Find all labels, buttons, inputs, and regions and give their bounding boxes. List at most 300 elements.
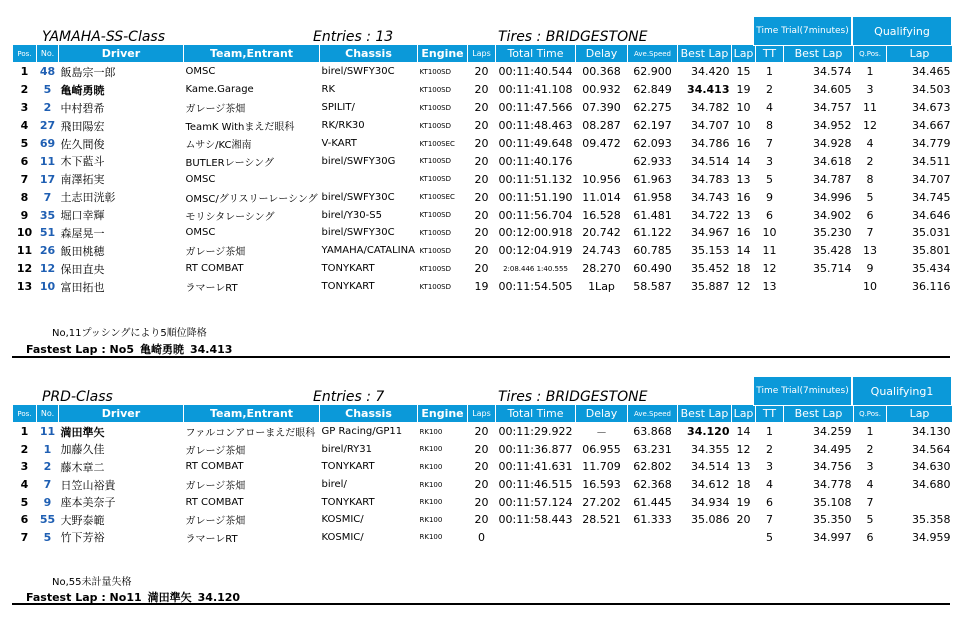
cell-no: 7 [43, 190, 52, 204]
col-pos: Pos. [13, 405, 37, 423]
cell-no: 10 [39, 280, 56, 294]
cell-no: 1 [43, 442, 52, 456]
cell-laps: 19 [474, 280, 489, 294]
results-body [13, 63, 953, 296]
cell-q-pos: 7 [866, 495, 874, 509]
cell-driver: 座本美奈子 [60, 496, 116, 510]
cell-best-lap: 34.514 [691, 154, 730, 168]
cell-pos: 3 [20, 101, 29, 115]
cell-chassis: SPILIT/ [321, 102, 355, 114]
cell-tt: 1 [766, 425, 773, 439]
cell-q-pos: 3 [866, 83, 874, 97]
cell-chassis: birel/SWFY30C [321, 191, 395, 203]
cell-tt-best-lap: 34.787 [813, 172, 852, 186]
cell-chassis: KOSMIC/ [321, 514, 364, 526]
section-title-row [12, 16, 952, 44]
fastest-lap-label: Fastest Lap : No5 [26, 343, 134, 356]
cell-no: 51 [39, 226, 56, 240]
cell-pos: 5 [20, 137, 29, 150]
col-no: No. [37, 405, 59, 423]
table-row [13, 242, 953, 260]
section-divider [12, 603, 950, 605]
col-ave-speed: Ave.Speed [628, 45, 678, 63]
cell-no: 48 [39, 65, 56, 79]
cell-ave-speed: 60.490 [633, 262, 672, 276]
cell-team: ガレージ茶畑 [185, 481, 246, 493]
cell-team: RT COMBAT [185, 461, 244, 473]
cell-tt: 2 [766, 83, 773, 97]
cell-q-pos: 4 [866, 137, 874, 150]
cell-best-lap: 34.782 [691, 101, 730, 115]
header-row [13, 405, 953, 423]
cell-pos: 13 [16, 280, 33, 294]
col-best-lap: Best Lap [678, 45, 732, 63]
cell-delay [576, 152, 628, 170]
cell-q-pos: 10 [863, 280, 877, 294]
col-total-time: Total Time [496, 405, 576, 423]
cell-laps: 20 [474, 101, 489, 115]
cell-lap: 18 [736, 478, 751, 492]
cell-driver: 飯島宗一郎 [60, 65, 116, 79]
cell-ave-speed: 58.587 [633, 280, 672, 294]
table-row [13, 170, 953, 188]
cell-laps: 20 [474, 65, 489, 79]
col-lap: Lap [732, 405, 756, 423]
cell-engine: RK100 [419, 445, 443, 454]
col-q-lap: Lap [887, 405, 953, 423]
cell-total-time: 00:11:56.704 [498, 208, 573, 222]
cell-no: 7 [43, 478, 52, 492]
cell-chassis: birel/ [321, 479, 347, 491]
qualifying-header: Qualifying1 [852, 376, 952, 406]
cell-team: ガレージ茶畑 [185, 445, 246, 457]
cell-tt: 1 [766, 65, 773, 79]
cell-laps: 20 [474, 460, 489, 474]
cell-no: 55 [39, 513, 56, 527]
cell-ave-speed: 62.849 [633, 83, 672, 97]
cell-ave-speed: 63.868 [633, 425, 672, 439]
cell-total-time: 00:11:46.515 [498, 478, 573, 492]
cell-tt: 3 [766, 460, 773, 474]
col-no: No. [37, 45, 59, 63]
cell-delay: 20.742 [582, 226, 621, 240]
cell-delay: － [596, 425, 607, 439]
cell-q-pos: 4 [866, 478, 874, 492]
cell-pos: 7 [20, 172, 29, 186]
cell-tt-best-lap: 34.756 [813, 460, 852, 474]
cell-lap: 10 [736, 119, 751, 133]
cell-lap: 20 [736, 513, 751, 527]
cell-tt-best-lap: 35.428 [813, 244, 852, 258]
cell-driver: 大野泰範 [60, 513, 105, 527]
cell-delay: 09.472 [582, 137, 621, 150]
cell-driver: 満田準矢 [60, 425, 105, 439]
cell-total-time: 00:11:57.124 [498, 495, 573, 509]
cell-laps: 20 [474, 262, 489, 276]
col-tt: TT [756, 45, 784, 63]
fastest-lap [26, 341, 232, 357]
table-row [13, 458, 953, 476]
cell-q-lap: 34.511 [912, 154, 951, 168]
cell-tt-best-lap: 34.757 [813, 101, 852, 115]
cell-total-time: 00:11:51.190 [498, 190, 573, 204]
cell-ave-speed: 61.445 [633, 495, 672, 509]
cell-delay: 28.270 [582, 262, 621, 276]
cell-delay: 10.956 [582, 172, 621, 186]
cell-delay [576, 529, 628, 547]
cell-best-lap: 34.420 [691, 65, 730, 79]
cell-laps: 0 [478, 530, 485, 544]
cell-engine: RK100 [419, 427, 443, 436]
cell-lap: 10 [736, 101, 751, 115]
table-row [13, 188, 953, 206]
cell-chassis: RK/RK30 [321, 120, 365, 132]
cell-total-time: 00:12:00.918 [498, 226, 573, 240]
cell-engine: KT100SD [419, 103, 452, 112]
col-driver: Driver [59, 405, 184, 423]
cell-tt-best-lap: 35.714 [813, 262, 852, 276]
cell-q-lap: 35.434 [912, 262, 951, 276]
cell-pos: 2 [20, 83, 29, 97]
cell-laps: 20 [474, 226, 489, 240]
cell-tt-best-lap [784, 278, 854, 296]
cell-team: ガレージ茶畑 [185, 104, 246, 116]
cell-ave-speed: 62.368 [633, 478, 672, 492]
cell-engine: KT100SD [419, 282, 452, 291]
cell-engine: RK100 [419, 498, 443, 507]
cell-lap: 16 [736, 190, 751, 204]
cell-q-lap: 35.031 [912, 226, 951, 240]
cell-total-time: 00:11:40.176 [498, 154, 573, 168]
cell-team: ラマーレRT [185, 283, 238, 295]
cell-ave-speed [628, 529, 678, 547]
cell-tt-best-lap: 34.618 [813, 154, 852, 168]
cell-best-lap: 34.707 [691, 119, 730, 133]
cell-lap: 19 [736, 83, 751, 97]
cell-driver: 南澤拓実 [60, 173, 105, 187]
penalty-note: No,11プッシングにより5順位降格 [52, 328, 207, 339]
cell-pos: 9 [20, 208, 29, 222]
cell-best-lap: 34.783 [691, 172, 730, 186]
cell-total-time: 00:11:41.631 [498, 460, 573, 474]
cell-laps: 20 [474, 478, 489, 492]
section-divider [12, 356, 950, 358]
cell-engine: KT100SD [419, 121, 452, 130]
cell-best-lap: 35.887 [691, 280, 730, 294]
cell-team: ガレージ茶畑 [185, 516, 246, 528]
cell-q-lap: 34.465 [912, 65, 951, 79]
cell-q-pos: 5 [866, 513, 874, 527]
section-title-row [12, 376, 952, 404]
results-table [12, 44, 953, 296]
cell-q-pos: 1 [866, 65, 874, 79]
cell-ave-speed: 60.785 [633, 244, 672, 258]
cell-laps: 20 [474, 119, 489, 133]
class-title: YAMAHA-SS-Class [42, 29, 166, 45]
cell-chassis: GP Racing/GP11 [321, 426, 403, 438]
cell-chassis: V-KART [321, 138, 357, 149]
fastest-lap-driver: 亀崎勇暁 [139, 343, 184, 356]
cell-q-lap: 35.801 [912, 244, 951, 258]
cell-q-lap: 34.680 [912, 478, 951, 492]
cell-engine: KT100SD [419, 264, 452, 273]
cell-total-time: 00:11:58.443 [498, 513, 573, 527]
cell-no: 17 [39, 172, 56, 186]
cell-pos: 4 [20, 119, 29, 133]
cell-pos: 10 [16, 226, 33, 240]
cell-tt-best-lap: 34.902 [813, 208, 852, 222]
cell-delay: 24.743 [582, 244, 621, 258]
cell-q-lap: 34.745 [912, 190, 951, 204]
cell-tt: 13 [762, 280, 777, 294]
table-row [13, 81, 953, 99]
cell-team: Kame.Garage [185, 84, 254, 96]
cell-tt-best-lap: 34.574 [813, 65, 852, 79]
qualifying-header: Qualifying [852, 16, 952, 46]
entries-count: Entries : 13 [313, 29, 394, 45]
cell-lap: 13 [736, 172, 751, 186]
cell-q-pos: 13 [863, 244, 877, 258]
cell-q-lap: 34.673 [912, 101, 951, 115]
cell-best-lap: 34.722 [691, 208, 730, 222]
cell-best-lap: 34.355 [691, 442, 730, 456]
cell-no: 11 [39, 154, 56, 168]
col-chassis: Chassis [320, 45, 418, 63]
cell-tt-best-lap: 34.997 [813, 530, 852, 544]
cell-best-lap: 35.086 [691, 513, 730, 527]
cell-chassis: birel/SWFY30C [321, 227, 395, 239]
cell-delay: 16.528 [582, 208, 621, 222]
table-row [13, 529, 953, 547]
cell-q-lap: 34.707 [912, 172, 951, 186]
entries-count: Entries : 7 [313, 389, 385, 405]
cell-no: 11 [39, 425, 56, 439]
cell-q-pos: 3 [866, 460, 874, 474]
cell-no: 2 [43, 460, 52, 474]
cell-q-lap: 34.959 [912, 530, 951, 544]
table-row [13, 476, 953, 494]
cell-chassis: birel/RY31 [321, 443, 372, 455]
cell-tt-best-lap: 35.230 [813, 226, 852, 240]
cell-best-lap [678, 529, 732, 547]
cell-engine: RK100 [419, 533, 443, 542]
col-team: Team,Entrant [184, 405, 320, 423]
cell-chassis: birel/Y30-S5 [321, 209, 382, 221]
cell-tt: 10 [762, 226, 777, 240]
cell-lap: 12 [736, 280, 751, 294]
tire-supplier: Tires : BRIDGESTONE [498, 389, 648, 405]
fastest-lap-driver: 満田準矢 [147, 591, 192, 604]
cell-q-pos: 7 [866, 226, 874, 240]
cell-engine: KT100SD [419, 67, 452, 76]
cell-ave-speed: 61.481 [633, 208, 672, 222]
cell-q-lap: 36.116 [912, 280, 951, 294]
cell-lap: 15 [736, 65, 751, 79]
cell-q-lap: 34.667 [912, 119, 951, 133]
cell-engine: KT100SD [419, 246, 452, 255]
table-row [13, 441, 953, 459]
table-row [13, 206, 953, 224]
cell-team: BUTLERレーシング [185, 157, 274, 169]
cell-no: 2 [43, 101, 52, 115]
col-laps: Laps [468, 45, 496, 63]
cell-tt: 7 [766, 513, 773, 527]
cell-total-time: 2:08.446 1:40.555 [503, 264, 568, 273]
cell-tt: 6 [766, 208, 773, 222]
cell-pos: 1 [20, 65, 29, 79]
time-trial-header: Time Trial(7minutes) [753, 376, 852, 406]
cell-laps: 20 [474, 83, 489, 97]
cell-total-time: 00:11:47.566 [498, 101, 573, 115]
cell-lap: 12 [736, 442, 751, 456]
cell-tt: 5 [766, 530, 773, 544]
col-delay: Delay [576, 45, 628, 63]
cell-chassis: KOSMIC/ [321, 531, 364, 543]
cell-delay: 07.390 [582, 101, 621, 115]
table-row [13, 135, 953, 153]
cell-best-lap: 34.743 [691, 190, 730, 204]
col-q-pos: Q.Pos. [854, 45, 887, 63]
cell-team: TeamK Withまえだ眼科 [185, 122, 295, 134]
cell-total-time: 00:11:36.877 [498, 442, 573, 456]
cell-q-pos: 6 [866, 530, 874, 544]
cell-driver: 日笠山裕貴 [60, 478, 116, 492]
results-section-prd [12, 376, 952, 546]
cell-tt: 4 [766, 478, 773, 492]
cell-ave-speed: 61.122 [633, 226, 672, 240]
header-row [13, 45, 953, 63]
col-delay: Delay [576, 405, 628, 423]
tire-supplier: Tires : BRIDGESTONE [498, 29, 648, 45]
cell-best-lap: 35.153 [691, 244, 730, 258]
cell-laps: 20 [474, 244, 489, 258]
cell-lap: 14 [736, 154, 751, 168]
cell-best-lap: 34.934 [691, 495, 730, 509]
table-row [13, 260, 953, 278]
table-row [13, 511, 953, 529]
cell-pos: 6 [20, 154, 29, 168]
table-row [13, 224, 953, 242]
cell-best-lap: 35.452 [691, 262, 730, 276]
col-tt-best-lap: Best Lap [784, 405, 854, 423]
cell-total-time: 00:11:54.505 [498, 280, 573, 294]
cell-team: ガレージ茶畑 [185, 247, 246, 259]
cell-driver: 加藤久佳 [60, 443, 105, 457]
cell-engine: KT100SD [419, 175, 452, 184]
cell-pos: 3 [20, 460, 29, 474]
cell-driver: 堀口幸輝 [60, 209, 105, 223]
cell-engine: KT100SD [419, 211, 452, 220]
cell-laps: 20 [474, 513, 489, 527]
cell-delay: 00.368 [582, 65, 621, 79]
table-row [13, 63, 953, 81]
cell-ave-speed: 62.900 [633, 65, 672, 79]
cell-q-pos: 2 [866, 442, 874, 456]
col-best-lap: Best Lap [678, 405, 732, 423]
cell-no: 27 [39, 119, 56, 133]
cell-engine: KT100SD [419, 157, 452, 166]
cell-no: 35 [39, 208, 56, 222]
fastest-lap-time: 34.120 [197, 591, 241, 604]
cell-ave-speed: 62.933 [633, 154, 672, 168]
col-team: Team,Entrant [184, 45, 320, 63]
col-tt-best-lap: Best Lap [784, 45, 854, 63]
cell-q-pos: 2 [866, 154, 874, 168]
cell-delay: 1Lap [588, 280, 615, 294]
cell-lap: 14 [736, 425, 751, 439]
col-engine: Engine [418, 405, 468, 423]
cell-driver: 中村碧希 [60, 101, 105, 115]
cell-pos: 8 [20, 190, 29, 204]
class-title: PRD-Class [42, 389, 113, 405]
cell-tt: 12 [762, 262, 777, 276]
cell-pos: 5 [20, 495, 29, 509]
cell-pos: 2 [20, 442, 29, 456]
cell-driver: 飛田陽宏 [60, 119, 105, 133]
cell-no: 9 [43, 495, 52, 509]
cell-team: RT COMBAT [185, 263, 244, 275]
cell-best-lap: 34.612 [691, 478, 730, 492]
cell-engine: KT100SEC [419, 193, 455, 202]
cell-q-lap: 34.646 [912, 208, 951, 222]
cell-chassis: TONYKART [321, 461, 375, 473]
table-row [13, 278, 953, 296]
cell-team: OMSC [185, 173, 216, 185]
cell-driver: 保田直央 [60, 262, 105, 276]
cell-driver: 木下藍斗 [60, 155, 105, 169]
cell-tt: 11 [762, 244, 777, 258]
cell-delay: 11.709 [582, 460, 621, 474]
cell-laps: 20 [474, 495, 489, 509]
cell-q-lap [887, 493, 953, 511]
cell-laps: 20 [474, 425, 489, 439]
cell-tt-best-lap: 34.928 [813, 137, 852, 150]
cell-best-lap: 34.514 [691, 460, 730, 474]
cell-ave-speed: 62.197 [633, 119, 672, 133]
cell-q-lap: 34.503 [912, 83, 951, 97]
cell-team: RT COMBAT [185, 496, 244, 508]
cell-total-time: 00:11:51.132 [498, 172, 573, 186]
cell-delay: 27.202 [582, 495, 621, 509]
cell-engine: KT100SEC [419, 139, 455, 148]
table-row [13, 99, 953, 117]
col-pos: Pos. [13, 45, 37, 63]
cell-engine: RK100 [419, 515, 443, 524]
fastest-lap-label: Fastest Lap : No11 [26, 591, 142, 604]
cell-driver: 飯田桃穂 [60, 244, 105, 258]
cell-ave-speed: 61.963 [633, 172, 672, 186]
cell-tt: 7 [766, 137, 773, 150]
cell-chassis: birel/SWFY30C [321, 66, 395, 78]
col-tt: TT [756, 405, 784, 423]
cell-tt-best-lap: 34.495 [813, 442, 852, 456]
col-driver: Driver [59, 45, 184, 63]
cell-chassis: birel/SWFY30G [321, 155, 396, 167]
table-row [13, 117, 953, 135]
col-chassis: Chassis [320, 405, 418, 423]
cell-lap: 13 [736, 208, 751, 222]
cell-best-lap: 34.967 [691, 226, 730, 240]
col-laps: Laps [468, 405, 496, 423]
cell-lap: 14 [736, 244, 751, 258]
col-total-time: Total Time [496, 45, 576, 63]
cell-tt-best-lap: 34.952 [813, 119, 852, 133]
results-section-yamaha-ss [12, 16, 952, 296]
cell-total-time: 00:11:41.108 [498, 83, 573, 97]
cell-pos: 7 [20, 530, 29, 544]
cell-laps: 20 [474, 172, 489, 186]
cell-ave-speed: 61.958 [633, 190, 672, 204]
